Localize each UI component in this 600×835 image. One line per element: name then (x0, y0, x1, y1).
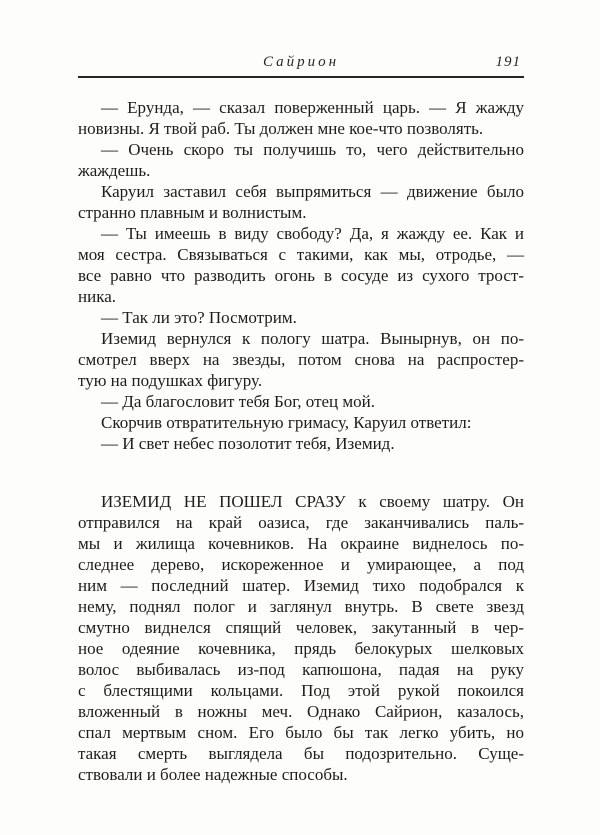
text-line: мы и жилища кочевников. На окраине виднелось по- (78, 534, 524, 553)
text-line: следнее дерево, искореженное и умирающее, а под (78, 555, 524, 574)
paragraph (78, 328, 524, 391)
section-1 (78, 97, 524, 454)
text-line: все равно что разводить огонь в сосуде из сухого трост- (78, 266, 524, 285)
text-line: волос выбивалась из-под капюшона, падая на руку (78, 660, 524, 679)
text-line: новизны. Я твой раб. Ты должен мне кое-что позволять. (78, 119, 484, 138)
text-line: с блестящими кольцами. Под этой рукой покоился (78, 681, 524, 700)
text-line: — Ты имеешь в виду свободу? Да, я жажду ее. Как и (101, 224, 524, 243)
text-line: ним — последний шатер. Иземид тихо подобрался к (78, 576, 524, 595)
text-line: Скорчив отвратительную гримасу, Каруил ответил: (101, 413, 472, 432)
text-line: смутно виднелся спящий человек, закутанный в чер- (78, 618, 524, 637)
text-line: нему, поднял полог и заглянул внутрь. В свете звезд (78, 597, 524, 616)
text-line: — Так ли это? Посмотрим. (101, 308, 297, 327)
text-line: странно плавным и волнистым. (78, 203, 307, 222)
paragraph (78, 139, 524, 181)
paragraph (78, 97, 524, 139)
text-line: ника. (78, 287, 116, 306)
text-line: смотрел вверх на звезды, потом снова на распростер- (78, 350, 524, 369)
text-line: вложенный в ножны меч. Однако Сайрион, казалось, (78, 702, 524, 721)
text-line: жаждешь. (78, 161, 151, 180)
text-line: тую на подушках фигуру. (78, 371, 263, 390)
text-line: моя сестра. Связываться с такими, как мы, отродье, — (78, 245, 524, 264)
text-line: ное одеяние кочевника, прядь белокурых шелковых (78, 639, 524, 658)
paragraph (78, 181, 524, 223)
running-head (78, 52, 524, 72)
text-line: ИЗЕМИД НЕ ПОШЕЛ СРАЗУ к своему шатру. Он (101, 492, 524, 511)
text-line: отправился на край оазиса, где заканчивались паль- (78, 513, 524, 532)
header-rule (78, 76, 524, 78)
text-line: Каруил заставил себя выпрямиться — движение было (101, 182, 524, 201)
text-line: — Да благословит тебя Бог, отец мой. (101, 392, 375, 411)
paragraph (78, 412, 524, 433)
section-2 (78, 491, 524, 785)
page-number: 191 (495, 54, 521, 70)
text-line: спал мертвым сном. Его было бы так легко убить, но (78, 723, 524, 742)
text-line: — И свет небес позолотит тебя, Иземид. (101, 434, 395, 453)
paragraph (78, 433, 524, 454)
paragraph (78, 391, 524, 412)
page-content (78, 52, 524, 785)
text-line: Иземид вернулся к пологу шатра. Вынырнув, он по- (101, 329, 524, 348)
text-line: ствовали и более надежные способы. (78, 765, 348, 784)
text-body (78, 97, 524, 785)
text-line: — Ерунда, — сказал поверженный царь. — Я жажду (101, 98, 524, 117)
paragraph (78, 307, 524, 328)
running-title: Сайрион (262, 54, 340, 70)
paragraph (78, 223, 524, 307)
paragraph (78, 491, 524, 785)
text-line: — Очень скоро ты получишь то, чего действительно (101, 140, 524, 159)
text-line: такая смерть выглядела бы подозрительно. Суще- (78, 744, 524, 763)
